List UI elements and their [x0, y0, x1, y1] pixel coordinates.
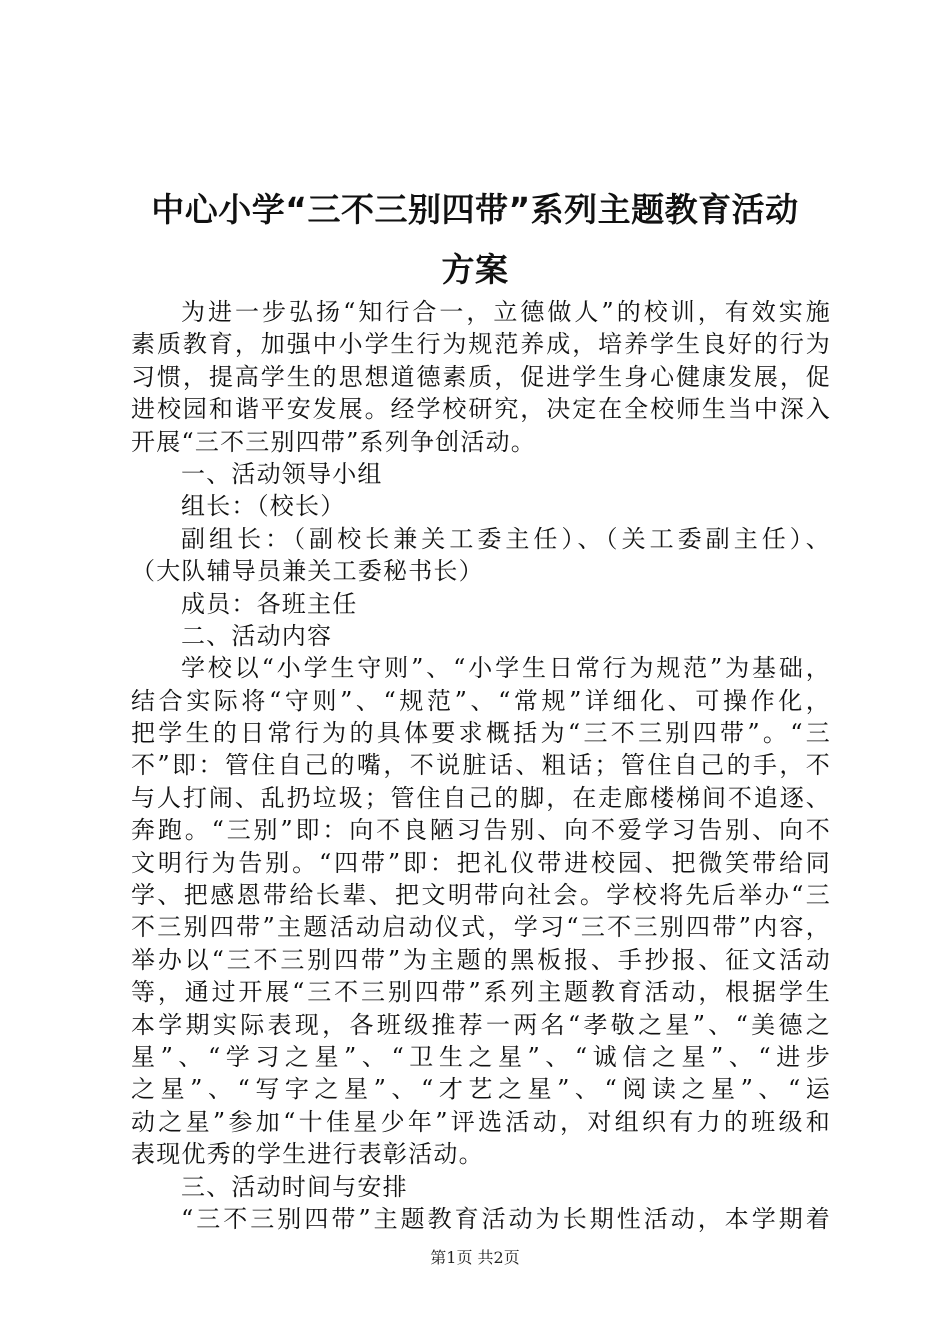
body-line: 进校园和谐平安发展。经学校研究，决定在全校师生当中深入 [131, 395, 831, 424]
body-line: 星”、“学习之星”、“卫生之星”、“诚信之星”、“进步 [131, 1042, 831, 1071]
body-line: 副组长：（副校长兼关工委主任）、（关工委副主任）、 [181, 524, 831, 553]
section-heading-1: 一、活动领导小组 [181, 459, 383, 488]
body-line: 开展“三不三别四带”系列争创活动。 [131, 427, 536, 456]
page-footer: 第1页 共2页 [430, 1248, 520, 1267]
document-title-line-1: 中心小学“三不三别四带”系列主题教育活动 [151, 190, 799, 229]
body-line: 学校以“小学生守则”、“小学生日常行为规范”为基础， [181, 654, 831, 683]
body-line: 素质教育，加强中小学生行为规范养成，培养学生良好的行为 [131, 330, 831, 359]
body-line: 举办以“三不三别四带”为主题的黑板报、手抄报、征文活动 [131, 945, 831, 974]
body-line: 学、把感恩带给长辈、把文明带向社会。学校将先后举办“三 [131, 881, 831, 910]
document-body [131, 296, 831, 1235]
body-line: 本学期实际表现，各班级推荐一两名“孝敬之星”、“美德之 [131, 1010, 831, 1039]
body-line: 不三别四带”主题活动启动仪式，学习“三不三别四带”内容， [131, 913, 831, 942]
section-heading-3: 三、活动时间与安排 [181, 1172, 408, 1201]
body-line: 动之星”参加“十佳星少年”评选活动，对组织有力的班级和 [131, 1107, 831, 1136]
section-heading-2: 二、活动内容 [181, 621, 333, 650]
body-line: 成员：各班主任 [181, 589, 358, 618]
body-line: （大队辅导员兼关工委秘书长） [131, 557, 484, 586]
body-line: 表现优秀的学生进行表彰活动。 [131, 1140, 484, 1169]
body-line: 与人打闹、乱扔垃圾；管住自己的脚，在走廊楼梯间不追逐、 [131, 783, 831, 812]
body-line: 为进一步弘扬“知行合一，立德做人”的校训，有效实施 [181, 298, 831, 326]
body-line: 之星”、“写字之星”、“才艺之星”、“阅读之星”、“运 [131, 1075, 831, 1104]
body-line: 组长：（校长） [181, 492, 346, 521]
body-line: 不”即：管住自己的嘴，不说脏话、粗话；管住自己的手，不 [131, 751, 831, 780]
body-line: 奔跑。“三别”即：向不良陋习告别、向不爱学习告别、向不 [131, 816, 831, 845]
body-line: 等，通过开展“三不三别四带”系列主题教育活动，根据学生 [131, 978, 831, 1007]
body-line: 结合实际将“守则”、“规范”、“常规”详细化、可操作化， [131, 686, 831, 715]
document-title-line-2: 方案 [441, 250, 509, 289]
body-line: 文明行为告别。“四带”即：把礼仪带进校园、把微笑带给同 [131, 848, 831, 877]
body-line: 把学生的日常行为的具体要求概括为“三不三别四带”。“三 [131, 719, 831, 748]
body-line: “三不三别四带”主题教育活动为长期性活动，本学期着 [181, 1204, 831, 1233]
body-line: 习惯，提高学生的思想道德素质，促进学生身心健康发展，促 [131, 362, 831, 391]
